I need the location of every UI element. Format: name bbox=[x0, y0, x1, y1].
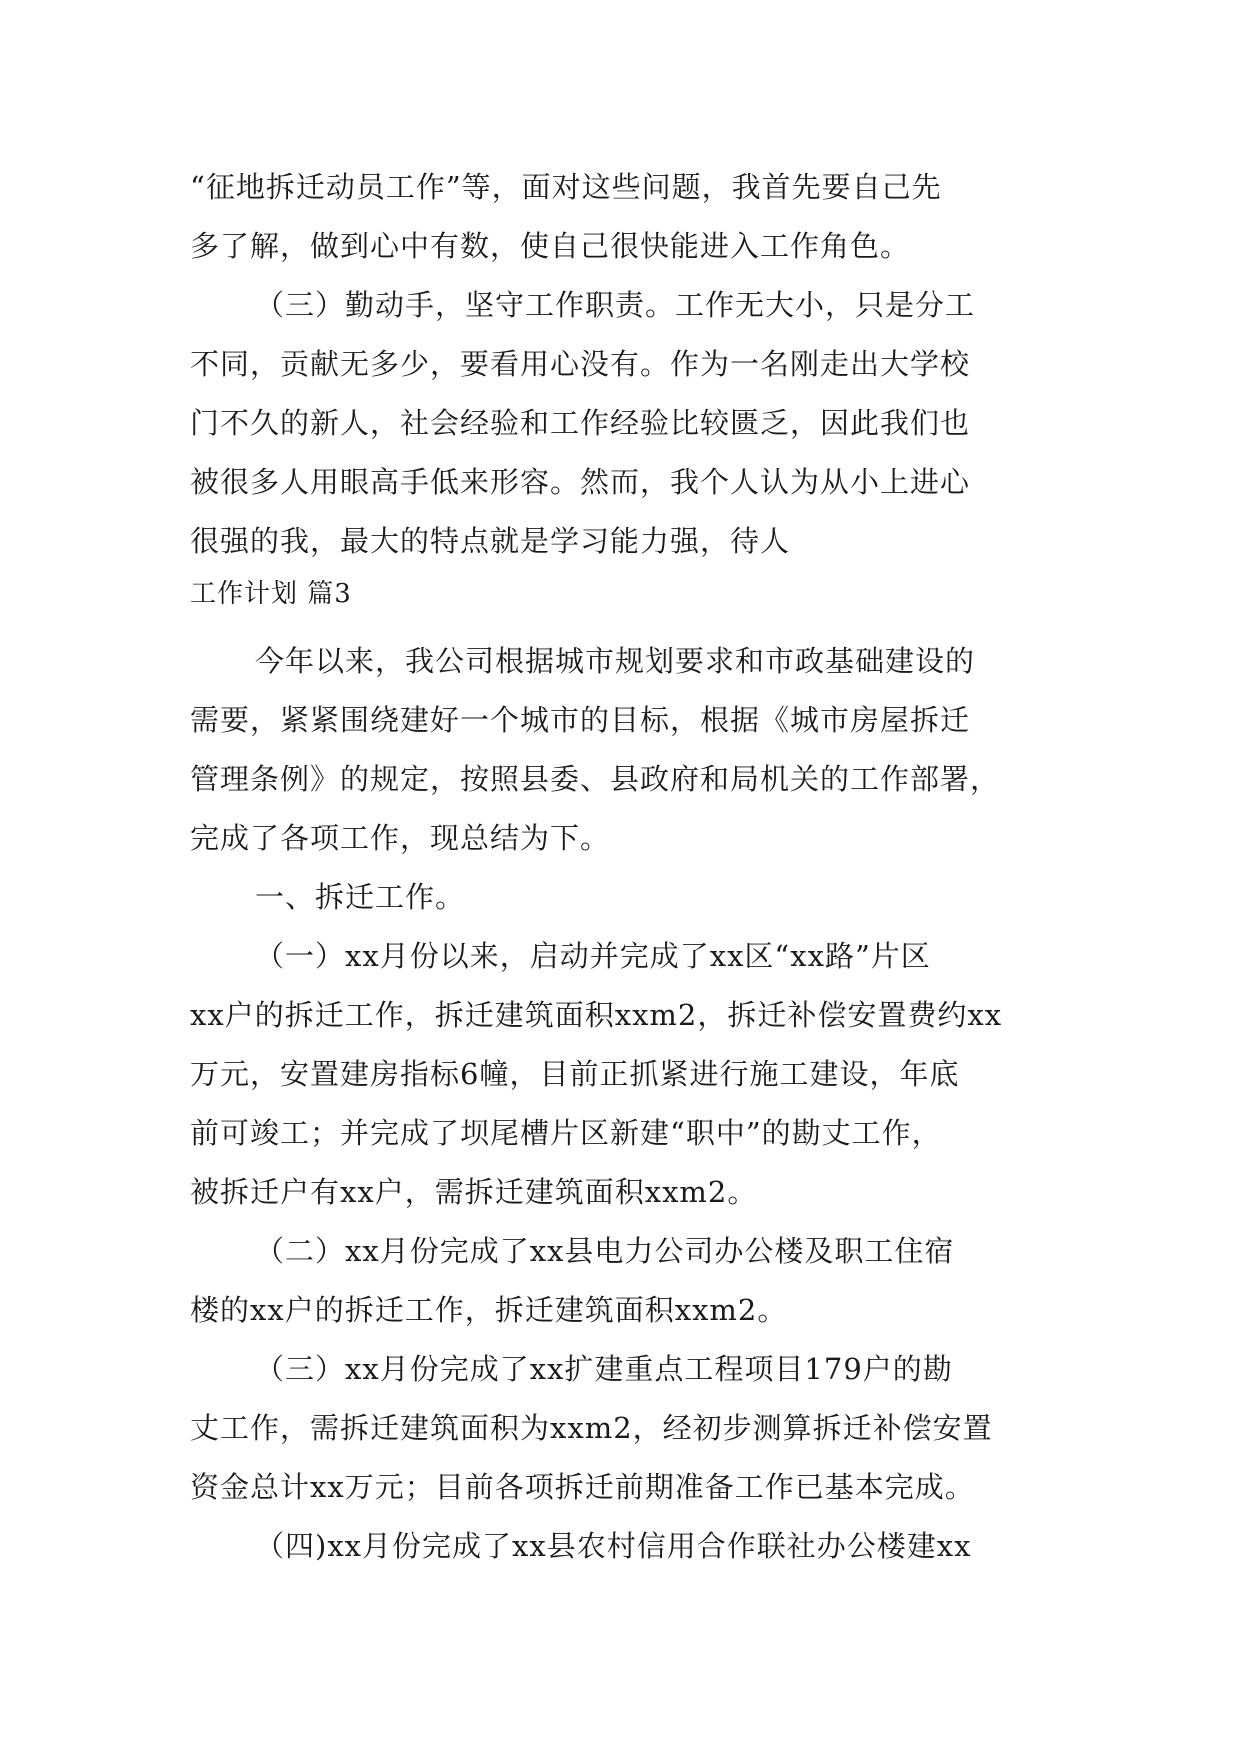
paragraph-line: 楼的xx户的拆迁工作，拆迁建筑面积xxm2。 bbox=[190, 1293, 788, 1327]
paragraph-line: 丈工作，需拆迁建筑面积为xxm2，经初步测算拆迁补偿安置 bbox=[190, 1411, 993, 1445]
paragraph-line: （三）勤动手，坚守工作职责。工作无大小，只是分工 bbox=[255, 288, 976, 322]
paragraph-line: 资金总计xx万元；目前各项拆迁前期准备工作已基本完成。 bbox=[190, 1470, 975, 1504]
subsection-heading: 一、拆迁工作。 bbox=[255, 880, 466, 914]
paragraph-line: 被很多人用眼高手低来形容。然而，我个人认为从小上进心 bbox=[190, 465, 971, 499]
section-heading: 工作计划 篇3 bbox=[190, 579, 352, 609]
paragraph-line: 今年以来，我公司根据城市规划要求和市政基础建设的 bbox=[255, 644, 976, 678]
paragraph-line: xx户的拆迁工作，拆迁建筑面积xxm2，拆迁补偿安置费约xx bbox=[190, 998, 1003, 1032]
paragraph-line: 不同，贡献无多少，要看用心没有。作为一名刚走出大学校 bbox=[190, 347, 971, 381]
paragraph-line: （二）xx月份完成了xx县电力公司办公楼及职工住宿 bbox=[255, 1234, 955, 1268]
paragraph-line: 管理条例》的规定，按照县委、县政府和局机关的工作部署， bbox=[190, 762, 1001, 796]
paragraph-line: （三）xx月份完成了xx扩建重点工程项目179户的勘 bbox=[255, 1352, 953, 1386]
paragraph-line: 多了解，做到心中有数，使自己很快能进入工作角色。 bbox=[190, 229, 911, 263]
paragraph-line: 很强的我，最大的特点就是学习能力强，待人 bbox=[190, 524, 791, 558]
paragraph-line: 万元，安置建房指标6幢，目前正抓紧进行施工建设，年底 bbox=[190, 1057, 960, 1091]
paragraph-line: 前可竣工；并完成了坝尾槽片区新建“职中”的勘丈工作， bbox=[190, 1116, 942, 1150]
document-body bbox=[190, 158, 1065, 1576]
paragraph-line: 门不久的新人，社会经验和工作经验比较匮乏，因此我们也 bbox=[190, 406, 971, 440]
paragraph-line: 完成了各项工作，现总结为下。 bbox=[190, 821, 611, 855]
paragraph-line: 被拆迁户有xx户，需拆迁建筑面积xxm2。 bbox=[190, 1175, 758, 1209]
paragraph-line: （一）xx月份以来，启动并完成了xx区“xx路”片区 bbox=[255, 939, 931, 973]
paragraph-line: “征地拆迁动员工作”等，面对这些问题，我首先要自己先 bbox=[190, 170, 942, 204]
paragraph-line: 需要，紧紧围绕建好一个城市的目标，根据《城市房屋拆迁 bbox=[190, 703, 971, 737]
paragraph-line: （四)xx月份完成了xx县农村信用合作联社办公楼建xx bbox=[255, 1529, 972, 1563]
